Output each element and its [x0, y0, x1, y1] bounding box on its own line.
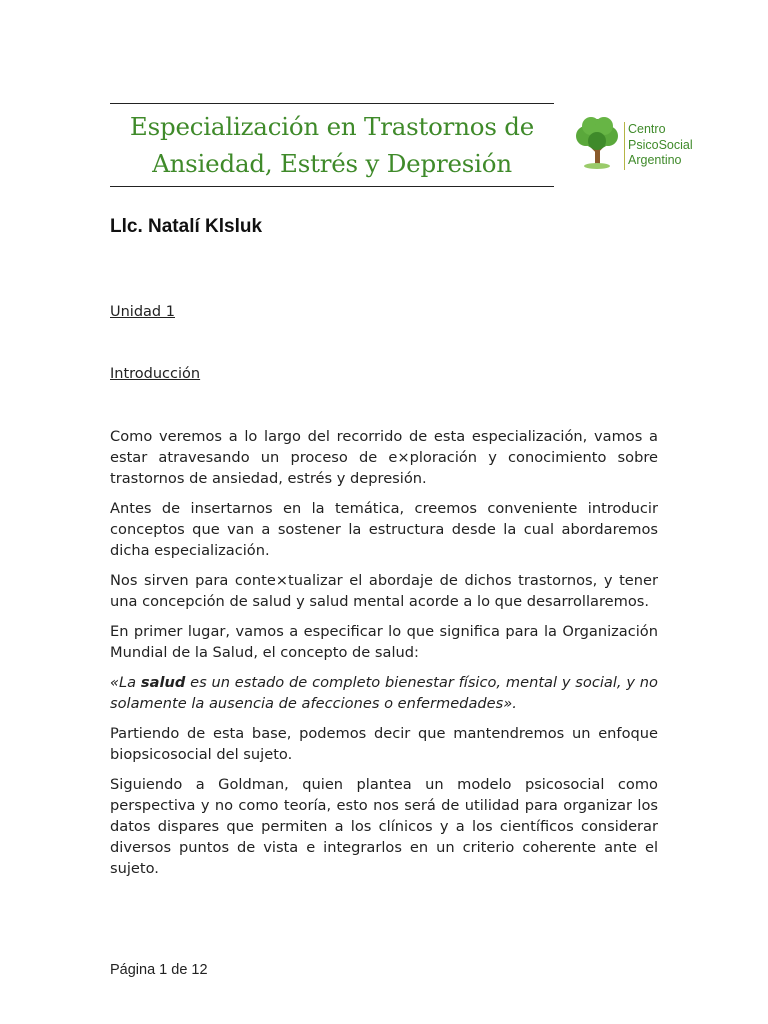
logo-line-2: PsicoSocial	[628, 137, 693, 152]
paragraph: Antes de insertarnos en la temática, creemos conveniente introducir conceptos que van a sostener la estructura desde la cual abordaremos dicha especialización.	[110, 500, 658, 559]
paragraph: Como veremos a lo largo del recorrido de esta especialización, vamos a estar atravesando un proceso de e×ploración y conocimiento sobre trastornos de ansiedad, estrés y depresión.	[110, 428, 658, 487]
tree-icon	[573, 114, 623, 174]
logo-line-1: Centro	[628, 122, 666, 136]
quote-bold: salud	[140, 674, 186, 691]
body-text	[110, 426, 658, 888]
page-number: Página 1 de 12	[110, 962, 208, 978]
quote-rest: es un estado de completo bienestar físico, mental y social, y no solamente la ausencia de afecciones o enfermedades».	[110, 674, 658, 712]
logo-divider	[624, 122, 625, 170]
paragraph: Partiendo de esta base, podemos decir que mantendremos un enfoque biopsicosocial del sujeto.	[110, 725, 658, 763]
paragraph: Nos sirven para conte×tualizar el abordaje de dichos trastornos, y tener una concepción de salud y salud mental acorde a lo que desarrollaremos.	[110, 572, 658, 610]
document-title	[110, 103, 554, 187]
organization-logo	[573, 114, 713, 184]
paragraph: Siguiendo a Goldman, quien plantea un modelo psicosocial como perspectiva y no como teoría, esto nos será de utilidad para organizar los datos dispares que permiten a los clínicos y a los científicos considerar diversos puntos de vista e integrarlos en un criterio coherente ante el sujeto.	[110, 776, 658, 877]
logo-line-3: Argentino	[628, 153, 682, 167]
unit-label: Unidad 1	[110, 304, 175, 320]
logo-text	[628, 122, 693, 169]
quote-open: «La	[110, 674, 141, 691]
paragraph: En primer lugar, vamos a especificar lo que significa para la Organización Mundial de la Salud, el concepto de salud:	[110, 623, 658, 661]
section-heading: Introducción	[110, 366, 201, 382]
title-line-2: Ansiedad, Estrés y Depresión	[152, 149, 512, 178]
who-quote	[110, 672, 658, 714]
title-line-1: Especialización en Trastornos de	[129, 112, 535, 141]
author-name: Llc. Natalí Klsluk	[110, 216, 263, 237]
